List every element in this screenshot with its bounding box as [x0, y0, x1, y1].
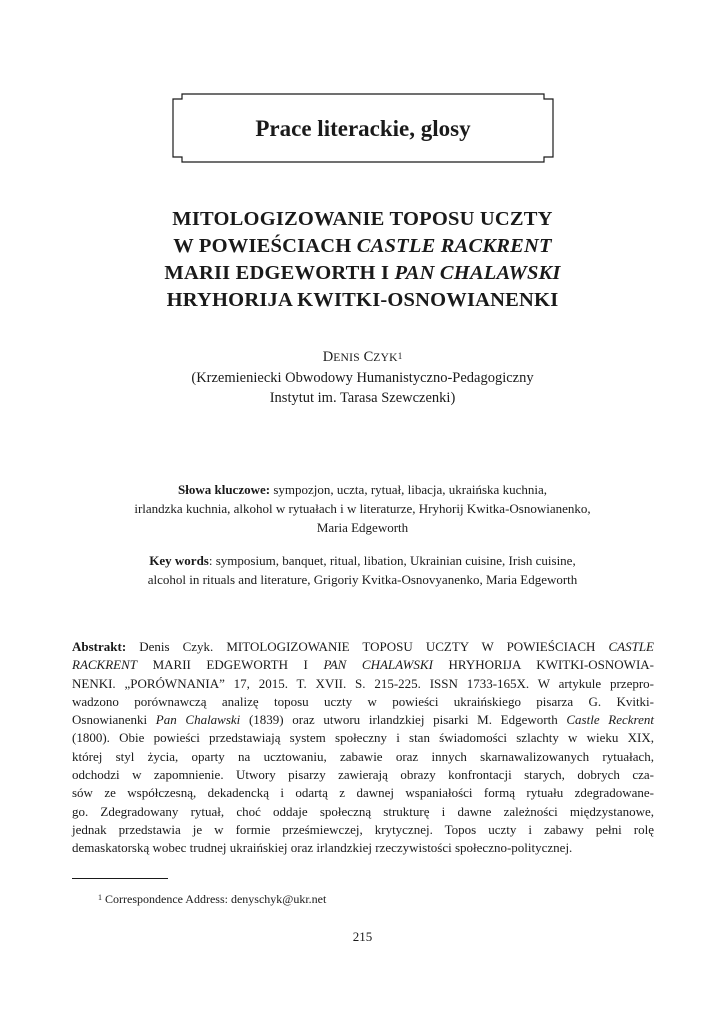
abstract-italic: RACKRENT — [72, 657, 138, 673]
keywords-en-line-2: alcohol in rituals and literature, Grigoriy Kvitka-Osnovyanenko, Maria Edgeworth — [147, 572, 578, 587]
title-line-3-text: MARII EDGEWORTH I — [164, 262, 395, 284]
author-last-initial: C — [363, 349, 374, 365]
abstract-text: (1839) oraz utworu irlandzkiej pisarki M. Edgeworth — [240, 712, 567, 728]
page-number: 215 — [352, 929, 373, 944]
abstract-text: Denis Czyk. MITOLOGIZOWANIE TOPOSU UCZTY W POWIEŚCIACH — [126, 639, 609, 654]
title-line-4: HRYHORIJA KWITKI-OSNOWIANENKI — [166, 289, 559, 311]
abstract-italic: Pan Chalawski — [155, 712, 241, 728]
abstract-line-7: której styl życia, oparty na ucztowaniu, zabawie oraz innych skarnawalizowanych rytuałach, — [72, 748, 654, 764]
abstract-line-6: (1800). Obie powieści przedstawiają system społeczny i stan świadomości szlachty w wieku XIX, — [72, 730, 654, 746]
section-header-box — [172, 93, 554, 163]
title-work-castle-rackrent: CASTLE RACKRENT — [356, 235, 552, 257]
abstract-line-1 — [72, 638, 654, 656]
keywords-english — [80, 551, 645, 589]
author-first-initial: D — [322, 349, 334, 365]
keywords-en-line-1 — [80, 551, 645, 570]
keywords-en-text-1: : symposium, banquet, ritual, libation, Ukrainian cuisine, Irish cuisine, — [208, 553, 576, 568]
footnote-divider — [72, 878, 168, 879]
abstract — [72, 638, 654, 858]
abstract-line-11: jednak przedstawia je w formie prześmiewczej, krytycznej. Topos uczty i zabawy pełni rolę — [72, 821, 654, 837]
keywords-pl-line-1 — [80, 480, 645, 499]
affiliation-line-2: Instytut im. Tarasa Szewczenki) — [269, 390, 456, 406]
abstract-text: Osnowianenki — [72, 712, 156, 728]
abstract-line-12: demaskatorską wobec trudnej ukraińskiej oraz irlandzkiej rzeczywistości społeczno-politycznej. — [72, 840, 573, 856]
keywords-en-label: Key words — [149, 553, 209, 568]
keywords-polish — [80, 480, 645, 537]
abstract-italic: PAN CHALAWSKI — [323, 657, 433, 673]
section-title: Prace literackie, glosy — [255, 116, 471, 141]
author-footnote-mark[interactable]: 1 — [397, 351, 403, 361]
title-line-1: MITOLOGIZOWANIE TOPOSU UCZTY — [172, 208, 553, 230]
footnote-text: Correspondence Address: denyschyk@ukr.net — [102, 892, 327, 906]
abstract-italic: Castle Reckrent — [566, 712, 654, 728]
abstract-line-3: NENKI. „PORÓWNANIA” 17, 2015. T. XVII. S. 215-225. ISSN 1733-165X. W artykule przepro- — [72, 675, 654, 691]
author-name — [60, 347, 665, 368]
keywords-pl-line-2: irlandzka kuchnia, alkohol w rytuałach i w literaturze, Hryhorij Kwitka-Osnowianenko, — [134, 501, 591, 516]
author-last-rest: ZYK — [373, 352, 398, 364]
abstract-line-8: odchodzi w zapomnienie. Utwory pisarzy zawierają obrazy konfrontacji starych, dobrych cza- — [72, 767, 654, 783]
title-work-pan-chalawski: PAN CHALAWSKI — [394, 262, 561, 284]
abstract-line-9: sów ze współczesną, dekadencką i odartą z dawnej wspaniałości formą rytuału zdegradowane- — [72, 785, 654, 801]
keywords-pl-label: Słowa kluczowe: — [178, 482, 271, 497]
author-first-rest: ENIS — [333, 352, 360, 364]
affiliation-line-1: (Krzemieniecki Obwodowy Humanistyczno-Pedagogiczny — [191, 370, 534, 386]
abstract-line-4: wadzono porównawczą analizę toposu uczty w powieści ukraińskiego pisarza G. Kvitki- — [72, 693, 654, 709]
footnote — [98, 891, 326, 907]
abstract-text: HRYHORIJA KWITKI-OSNOWIA- — [432, 657, 654, 673]
footnote-mark: 1 — [98, 893, 102, 902]
keywords-pl-line-3: Maria Edgeworth — [316, 520, 409, 535]
abstract-line-10: go. Zdegradowany rytuał, choć oddaje społeczną strukturę i dawne zależności międzystanowe, — [72, 803, 654, 819]
title-line-3 — [60, 260, 665, 287]
abstract-italic: CASTLE — [608, 639, 654, 654]
title-line-2-text: W POWIEŚCIACH — [173, 235, 357, 257]
title-line-2 — [60, 233, 665, 260]
author-block — [60, 347, 665, 408]
article-title — [60, 206, 665, 314]
keywords-pl-text-1: sympozjon, uczta, rytuał, libacja, ukraińska kuchnia, — [270, 482, 547, 497]
abstract-text: MARII EDGEWORTH I — [137, 657, 324, 673]
abstract-line-5 — [72, 711, 654, 729]
abstract-label: Abstrakt: — [72, 639, 127, 654]
abstract-line-2 — [72, 656, 654, 674]
